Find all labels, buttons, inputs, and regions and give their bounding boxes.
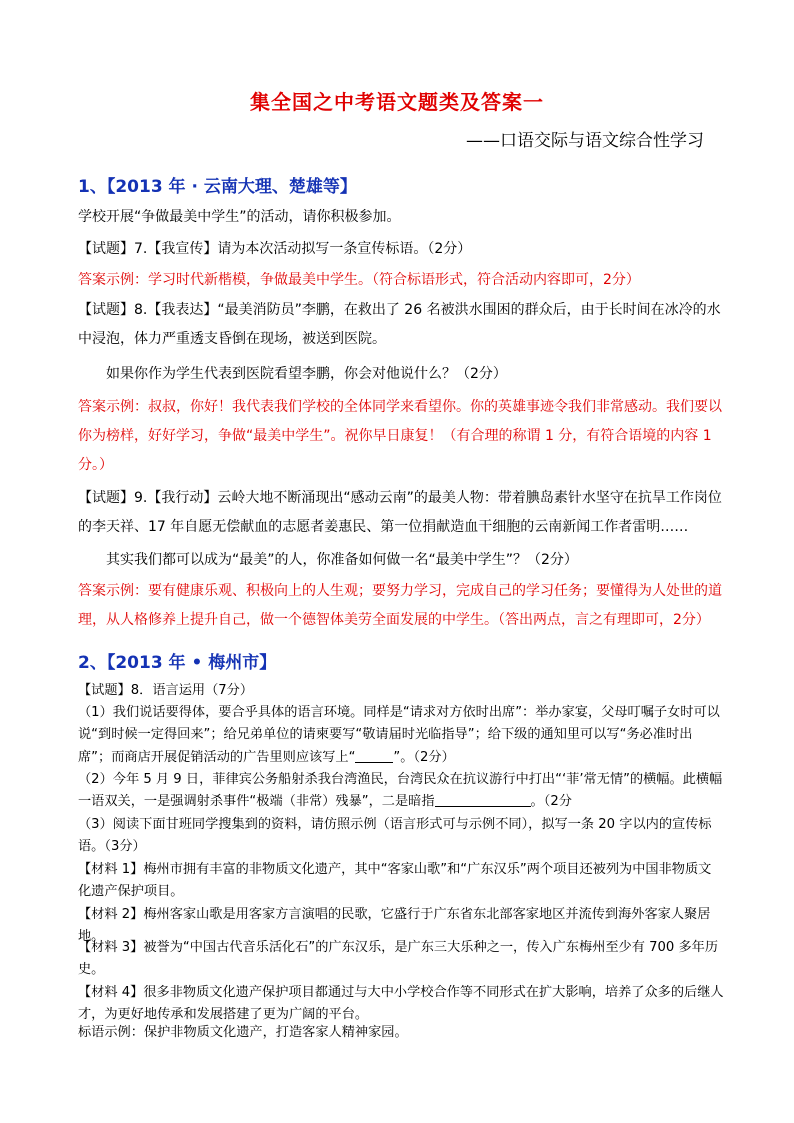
answer-9: 答案示例：要有健康乐观、积极向上的人生观；要努力学习，完成自己的学习任务；要懂得为人处世的道理，从人格修养上提升自己，做一个德智体美劳全面发展的中学生。（答出两点，言之有理即可，2分） (78, 583, 722, 628)
section-1-intro: 学校开展“争做最美中学生”的活动，请你积极参加。 (78, 209, 401, 225)
question-9-prompt: 其实我们都可以成为“最美”的人，你准备如何做一名“最美中学生”？（2分） (106, 552, 578, 568)
material-1: 【材料 1】梅州市拥有丰富的非物质文化遗产，其中“客家山歌”和“广东汉乐”两个项目还被列为中国非物质文化遗产保护项目。 (78, 862, 712, 900)
subquestion-1: （1）我们说话要得体，要合乎具体的语言环境。同样是“请求对方依时出席”：举办家宴，父母叮嘱子女时可以说“到时候一定得回来”；给兄弟单位的请柬要写“敬请届时光临指导”；给下级的通知里可以写“务必准时出席”；而商店开展促销活动的广告里则应该写上“ ”。（2分） (78, 705, 720, 765)
answer-8: 答案示例：叔叔，你好！我代表我们学校的全体同学来看望你。你的英雄事迹令我们非常感动。我们要以你为榜样，好好学习，争做“最美中学生”。祝你早日康复！（有合理的称谓 1 分，有符合语境的内容 1 分。） (78, 399, 722, 473)
material-2: 【材料 2】梅州客家山歌是用客家方言演唱的民歌，它盛行于广东省东北部客家地区并流传到海外客家人聚居地。 (78, 907, 711, 945)
material-3: 【材料 3】被誉为“中国古代音乐活化石”的广东汉乐，是广东三大乐种之一，传入广东梅州至少有 700 多年历史。 (78, 940, 719, 978)
subquestion-3: （3）阅读下面甘班同学搜集到的资料，请仿照示例（语言形式可与示例不同），拟写一条 20 字以内的宣传标语。（3分） (78, 817, 712, 855)
material-4: 【材料 4】很多非物质文化遗产保护项目都通过与大中小学校合作等不同形式在扩大影响，培养了众多的后继人才，为更好地传承和发展搭建了更为广阔的平台。 (78, 985, 724, 1023)
answer-blank-1 (355, 748, 393, 763)
question-8: 【试题】8.【我表达】“最美消防员”李鹏，在救出了 26 名被洪水围困的群众后，由于长时间在冰冷的水中浸泡，体力严重透支昏倒在现场，被送到医院。 (78, 302, 721, 347)
question-8-header: 【试题】8．语言运用（7分） (78, 683, 254, 698)
question-7: 【试题】7.【我宣传】请为本次活动拟写一条宣传标语。（2分） (78, 241, 472, 257)
section-1-heading: 1、【2013 年 · 云南大理、楚雄等】 (78, 177, 357, 197)
section-2-heading: 2、【2013 年 • 梅州市】 (78, 653, 277, 673)
answer-blank-2 (435, 792, 531, 807)
subquestion-2: （2）今年 5 月 9 日，菲律宾公务船射杀我台湾渔民，台湾民众在抗议游行中打出“‘菲’常无情”的横幅。此横幅一语双关，一是强调射杀事件“极端（非常）残暴”，二是暗指 。（2分 (78, 772, 723, 810)
slogan-example: 标语示例：保护非物质文化遗产，打造客家人精神家园。 (78, 1025, 408, 1040)
document-subtitle: ——口语交际与语文综合性学习 (466, 131, 704, 151)
document-title: 集全国之中考语文题类及答案一 (250, 90, 544, 114)
answer-7: 答案示例：学习时代新楷模，争做最美中学生。（符合标语形式，符合活动内容即可，2分） (78, 272, 640, 288)
question-9: 【试题】9.【我行动】云岭大地不断涌现出“感动云南”的最美人物：带着腆岛素针水坚守在抗旱工作岗位的李天祥、17 年自愿无偿献血的志愿者姜惠民、第一位捐献造血干细胞的云南新闻工作者雷明…… (78, 490, 722, 535)
question-8-prompt: 如果你作为学生代表到医院看望李鹏，你会对他说什么？（2分） (106, 366, 507, 382)
